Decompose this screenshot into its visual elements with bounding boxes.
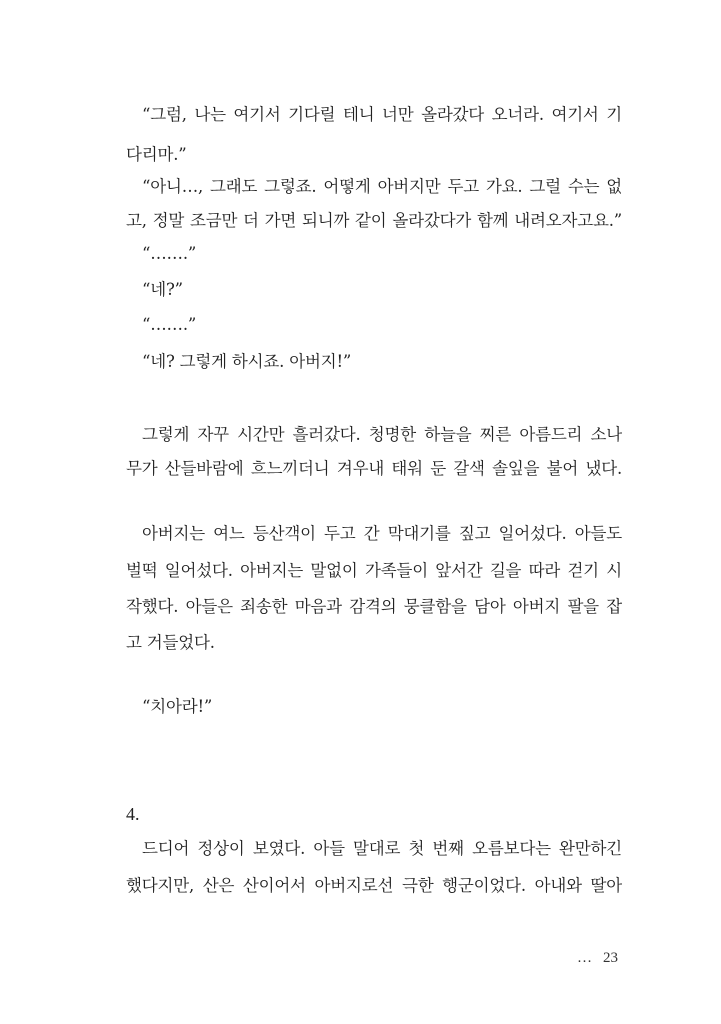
- page-folio: [577, 948, 618, 968]
- text-line: “치아라!”: [142, 697, 213, 716]
- text-line: 했다지만, 산은 산이어서 아버지로선 극한 행군이었다. 아내와 딸아: [126, 876, 622, 895]
- text-line: “네?”: [142, 280, 183, 299]
- text-line: 작했다. 아들은 죄송한 마음과 감격의 뭉클함을 담아 아버지 팔을 잡: [126, 597, 622, 616]
- text-line: 고, 정말 조금만 더 가면 되니까 같이 올라갔다가 함께 내려오자고요.”: [126, 211, 622, 230]
- text-line: “…….”: [142, 244, 197, 263]
- text-line: 무가 산들바람에 흐느끼더니 겨우내 태워 둔 갈색 솔잎을 불어 냈다.: [126, 459, 622, 478]
- text-line: 그렇게 자꾸 시간만 흘러갔다. 청명한 하늘을 찌른 아름드리 소나: [142, 425, 622, 444]
- text-line: 벌떡 일어섰다. 아버지는 말없이 가족들이 앞서간 길을 따라 걷기 시: [126, 561, 622, 580]
- section-number: 4.: [126, 804, 140, 824]
- page-number: 23: [603, 950, 618, 966]
- text-line: “그럼, 나는 여기서 기다릴 테니 너만 올라갔다 오너라. 여기서 기: [142, 105, 622, 124]
- text-line: 아버지는 여느 등산객이 두고 간 막대기를 짚고 일어섰다. 아들도: [142, 524, 622, 543]
- text-line: “…….”: [142, 315, 197, 334]
- folio-ellipsis: …: [577, 950, 593, 966]
- text-line: 고 거들었다.: [126, 633, 215, 652]
- text-line: 다리마.”: [126, 145, 187, 164]
- text-line: “아니…, 그래도 그렇죠. 어떻게 아버지만 두고 가요. 그럴 수는 없: [142, 177, 622, 196]
- text-line: “네? 그렇게 하시죠. 아버지!”: [142, 352, 352, 371]
- text-line: 드디어 정상이 보였다. 아들 말대로 첫 번째 오름보다는 완만하긴: [142, 839, 622, 858]
